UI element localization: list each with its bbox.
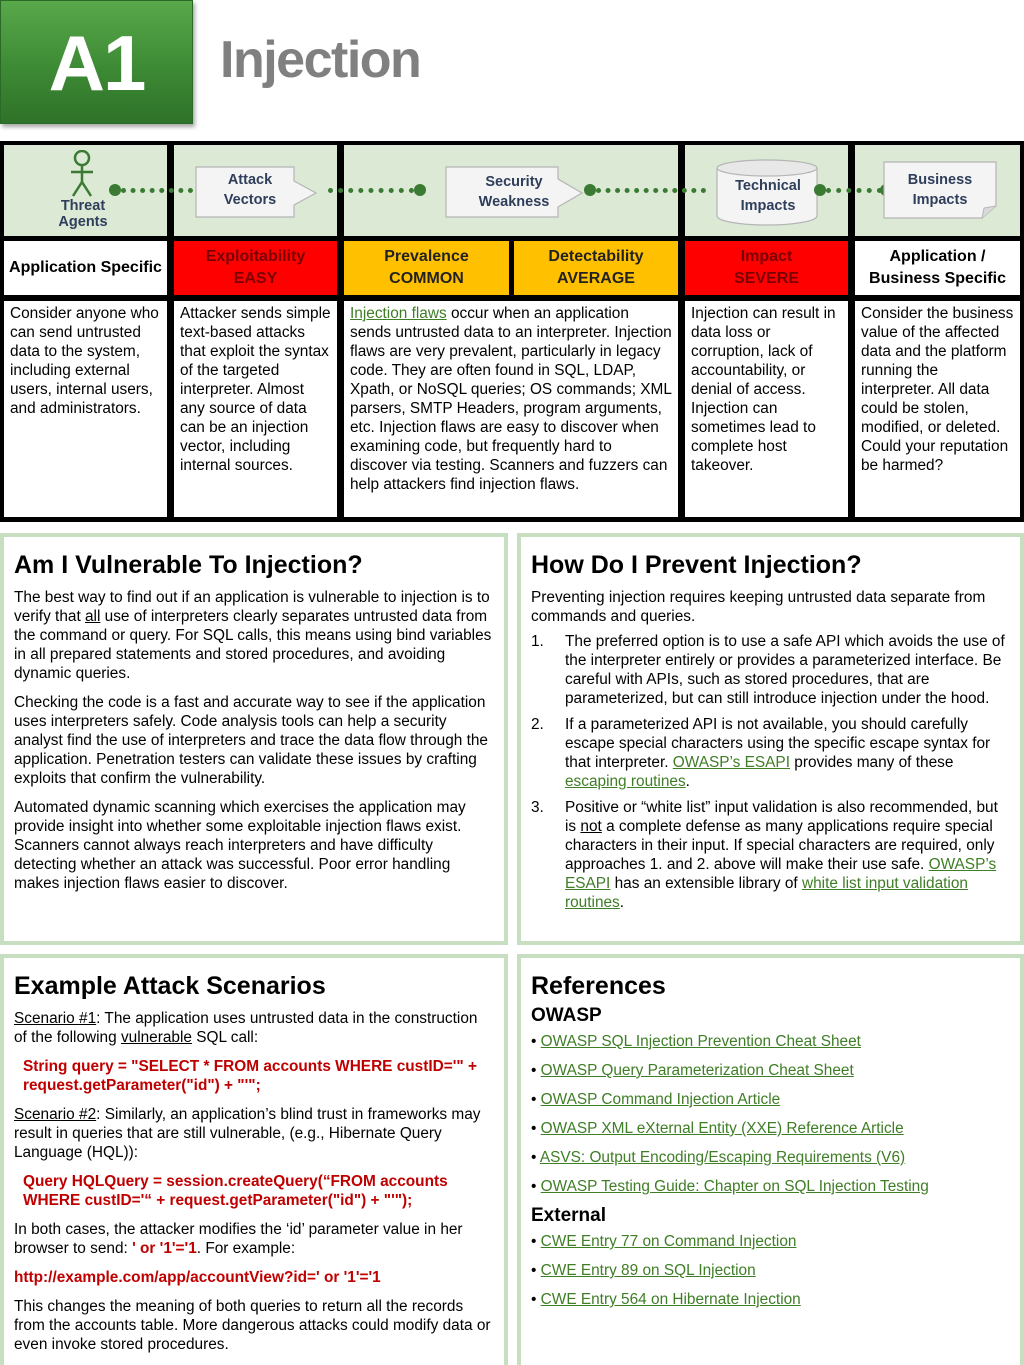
vulnerable-paragraph: The best way to find out if an application is vulnerable to injection is to verify that all use of interpreters clearly separates untrusted data from the command or query. For SQL calls, this means using bind variables in all prepared statements and stored procedures, and avoiding dynamic queries. (14, 589, 492, 682)
page-title: Injection (220, 31, 421, 89)
connector-dot (414, 184, 426, 196)
rating-exploitability: Exploitability EASY (174, 241, 337, 295)
business-impacts-label: Business Impacts (907, 172, 973, 208)
reference-item (521, 1291, 1020, 1309)
business-impacts-description: Consider the business value of the affected data and the platform running the interpreter. All data could be stolen, modified, or deleted. Could your reputation be harmed? (855, 301, 1020, 517)
reference-link[interactable]: OWASP SQL Injection Prevention Cheat Sheet (540, 1033, 861, 1050)
injection-flaws-link[interactable]: Injection flaws (350, 305, 447, 322)
reference-link[interactable]: CWE Entry 77 on Command Injection (540, 1233, 797, 1250)
vulnerable-heading: Am I Vulnerable To Injection? (14, 551, 363, 579)
bullet-icon: • (531, 1233, 541, 1250)
rating-detectability: Detectability AVERAGE (514, 241, 678, 295)
scenario-1: Scenario #1: The application uses untrusted data in the construction of the following vulnerable SQL call: (14, 1010, 478, 1046)
vulnerable-paragraph: Automated dynamic scanning which exercises the application may provide insight into whether some exploitable injection flaws exist. Scanners cannot always reach interpreters and have difficulty detecting whether an attack was successful. Poor error handling makes injection flaws easier to discover. (14, 799, 466, 892)
reference-item (521, 1233, 1020, 1251)
scenario-explanation: In both cases, the attacker modifies the ‘id’ parameter value in her browser to send: ' or '1'='1. For example: (14, 1221, 463, 1257)
esapi-link[interactable]: OWASP’s ESAPI (565, 856, 997, 892)
reference-link[interactable]: OWASP Testing Guide: Chapter on SQL Injection Testing (540, 1178, 929, 1195)
rating-impact: Impact SEVERE (685, 241, 848, 295)
bullet-icon: • (531, 1033, 541, 1050)
bullet-icon: • (531, 1120, 541, 1137)
attack-vectors-label: Attack Vectors (223, 172, 277, 208)
reference-item (521, 1262, 1020, 1280)
connector-dot (814, 184, 826, 196)
reference-link[interactable]: OWASP XML eXternal Entity (XXE) Reference Article (540, 1120, 904, 1137)
bullet-icon: • (531, 1149, 540, 1166)
security-weakness-description: Injection flaws occur when an application sends untrusted data to an interpreter. Injection flaws are very prevalent, particularly in legacy code. They are often found in SQL, LDAP, Xpath, or NoSQL queries; OS commands; XML parsers, SMTP Headers, program arguments, etc. Injection flaws are easy to discover when examining code, but frequently hard to discover via testing. Scanners and fuzzers can help attackers find injection flaws. (344, 301, 678, 517)
prevent-list (531, 632, 1010, 912)
technical-impacts-description: Injection can result in data loss or corruption, lack of accountability, or denial of access. Injection can sometimes lead to complete host takeover. (685, 301, 848, 517)
connector-line (328, 188, 414, 193)
scenarios-panel (0, 954, 508, 1365)
attack-vectors-description: Attacker sends simple text-based attacks that exploit the syntax of the targeted interpreter. Almost any source of data can be an injection vector, including internal sources. (174, 301, 337, 517)
vulnerable-panel (0, 533, 508, 945)
list-item: 2. If a parameterized API is not available, you should carefully escape special characters using the specific escape syntax for that interpreter. OWASP’s ESAPI provides many of these escaping routines. (531, 716, 991, 790)
rating-app-specific: Application Specific (4, 241, 167, 295)
connector-dot (584, 184, 596, 196)
connector-line (121, 188, 193, 193)
connector-line (596, 188, 706, 193)
reference-item (521, 1062, 1020, 1080)
list-item: 3. Positive or “white list” input validation is also recommended, but is not a complete defense as many applications require special characters in their input. If special characters are required, only approaches 1. and 2. above will make their use safe. OWASP’s ESAPI has an extensible library of white list input validation routines. (531, 799, 998, 911)
connector-dot (109, 184, 121, 196)
references-heading: References (531, 972, 666, 1000)
list-item: 1. The preferred option is to use a safe API which avoids the use of the interpreter entirely or provides a parameterized interface. Be careful with APIs, such as stored procedures, that are parameterized, but can still introduce injection under the hood. (531, 633, 1005, 707)
external-heading: External (531, 1205, 606, 1226)
connector-line (826, 188, 882, 193)
reference-item (521, 1149, 1020, 1167)
reference-item (521, 1120, 1020, 1138)
esapi-link[interactable]: OWASP’s ESAPI (672, 754, 790, 771)
scenario-2: Scenario #2: Similarly, an application’s blind trust in frameworks may result in queries that are still vulnerable, (e.g., Hibernate Query Language (HQL)): (14, 1106, 481, 1161)
vulnerable-paragraph: Checking the code is a fast and accurate way to see if the application uses interpreters safely. Code analysis tools can help a security analyst find the use of interpreters and trace the data flow through the application. Penetration testers can validate these issues by crafting exploits that confirm the vulnerability. (14, 694, 488, 787)
person-icon (66, 150, 98, 198)
prevent-heading: How Do I Prevent Injection? (531, 551, 862, 579)
risk-badge: A1 (0, 0, 193, 124)
rating-business-specific: Application / Business Specific (855, 241, 1020, 295)
references-panel (517, 954, 1024, 1365)
bullet-icon: • (531, 1262, 541, 1279)
reference-item (521, 1033, 1020, 1051)
code-sample: String query = "SELECT * FROM accounts WHERE custID='" + request.getParameter("id") + "'"; (23, 1058, 477, 1094)
owasp-heading: OWASP (531, 1005, 602, 1026)
reference-item (521, 1178, 1020, 1196)
reference-link[interactable]: CWE Entry 89 on SQL Injection (540, 1262, 756, 1279)
scenario-conclusion: This changes the meaning of both queries to return all the records from the accounts table. More dangerous attacks could modify data or even invoke stored procedures. (14, 1298, 491, 1353)
security-weakness-label: Security Weakness (478, 174, 550, 210)
threat-agents-label: Threat Agents (58, 198, 108, 230)
reference-link[interactable]: OWASP Command Injection Article (540, 1091, 781, 1108)
bullet-icon: • (531, 1062, 541, 1079)
reference-link[interactable]: OWASP Query Parameterization Cheat Sheet (540, 1062, 854, 1079)
attack-url: http://example.com/app/accountView?id=' or '1'='1 (14, 1269, 381, 1286)
scenarios-heading: Example Attack Scenarios (14, 972, 326, 1000)
code-sample: Query HQLQuery = session.createQuery(“FROM accounts WHERE custID='“ + request.getParameter("id") + "'"); (23, 1173, 448, 1209)
reference-link[interactable]: CWE Entry 564 on Hibernate Injection (540, 1291, 801, 1308)
rating-prevalence: Prevalence COMMON (344, 241, 509, 295)
bullet-icon: • (531, 1291, 541, 1308)
white-list-validation-link[interactable]: white list input validation routines (565, 875, 968, 911)
escaping-routines-link[interactable]: escaping routines (565, 773, 686, 790)
bullet-icon: • (531, 1178, 541, 1195)
prevent-panel (517, 533, 1024, 945)
reference-link[interactable]: ASVS: Output Encoding/Escaping Requirements (V6) (539, 1149, 906, 1166)
bullet-icon: • (531, 1091, 541, 1108)
prevent-intro: Preventing injection requires keeping untrusted data separate from commands and queries. (531, 589, 986, 625)
reference-item (521, 1091, 1020, 1109)
technical-impacts-label: Technical Impacts (735, 178, 801, 214)
threat-agents-description: Consider anyone who can send untrusted data to the system, including external users, internal users, and administrators. (4, 301, 167, 517)
